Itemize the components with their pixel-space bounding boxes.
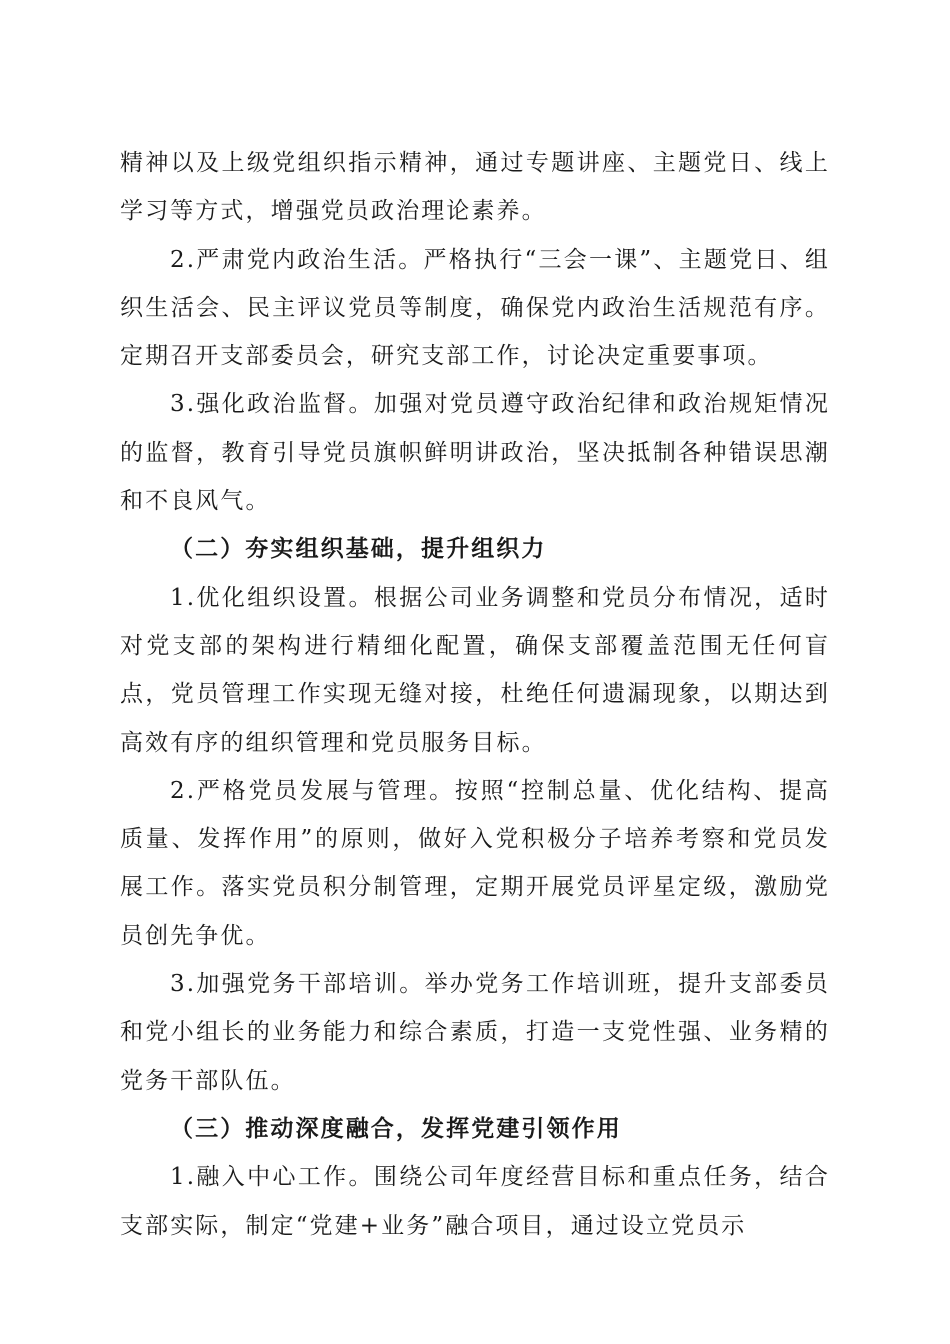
paragraph-item-political-supervision: 3.强化政治监督。加强对党员遵守政治纪律和政治规矩情况的监督，教育引导党员旗帜鲜明讲政治，坚决抵制各种错误思潮和不良风气。 — [120, 391, 830, 515]
paragraph-item-cadre-training: 3.加强党务干部培训。举办党务工作培训班，提升支部委员和党小组长的业务能力和综合素质，打造一支党性强、业务精的党务干部队伍。 — [120, 971, 830, 1094]
paragraph-continuation: 精神以及上级党组织指示精神，通过专题讲座、主题党日、线上学习等方式，增强党员政治理论素养。 — [120, 150, 830, 225]
section-heading-organization: （二）夯实组织基础，提升组织力 — [170, 535, 547, 563]
paragraph-item-political-life: 2.严肃党内政治生活。严格执行“三会一课”、主题党日、组织生活会、民主评议党员等制度，确保党内政治生活规范有序。定期召开支部委员会，研究支部工作，讨论决定重要事项。 — [120, 246, 830, 370]
section-heading-integration: （三）推动深度融合，发挥党建引领作用 — [170, 1114, 622, 1142]
paragraph-item-organization-setup: 1.优化组织设置。根据公司业务调整和党员分布情况，适时对党支部的架构进行精细化配置，确保支部覆盖范围无任何盲点，党员管理工作实现无缝对接，杜绝任何遗漏现象，以期达到高效有序的组织管理和党员服务目标。 — [120, 584, 830, 756]
paragraph-item-member-development: 2.严格党员发展与管理。按照“控制总量、优化结构、提高质量、发挥作用”的原则，做好入党积极分子培养考察和党员发展工作。落实党员积分制管理，定期开展党员评星定级，激励党员创先争优。 — [120, 777, 830, 949]
document-body — [120, 139, 830, 1250]
paragraph-item-central-work: 1.融入中心工作。围绕公司年度经营目标和重点任务，结合支部实际，制定“党建+业务”融合项目，通过设立党员示 — [120, 1164, 830, 1239]
